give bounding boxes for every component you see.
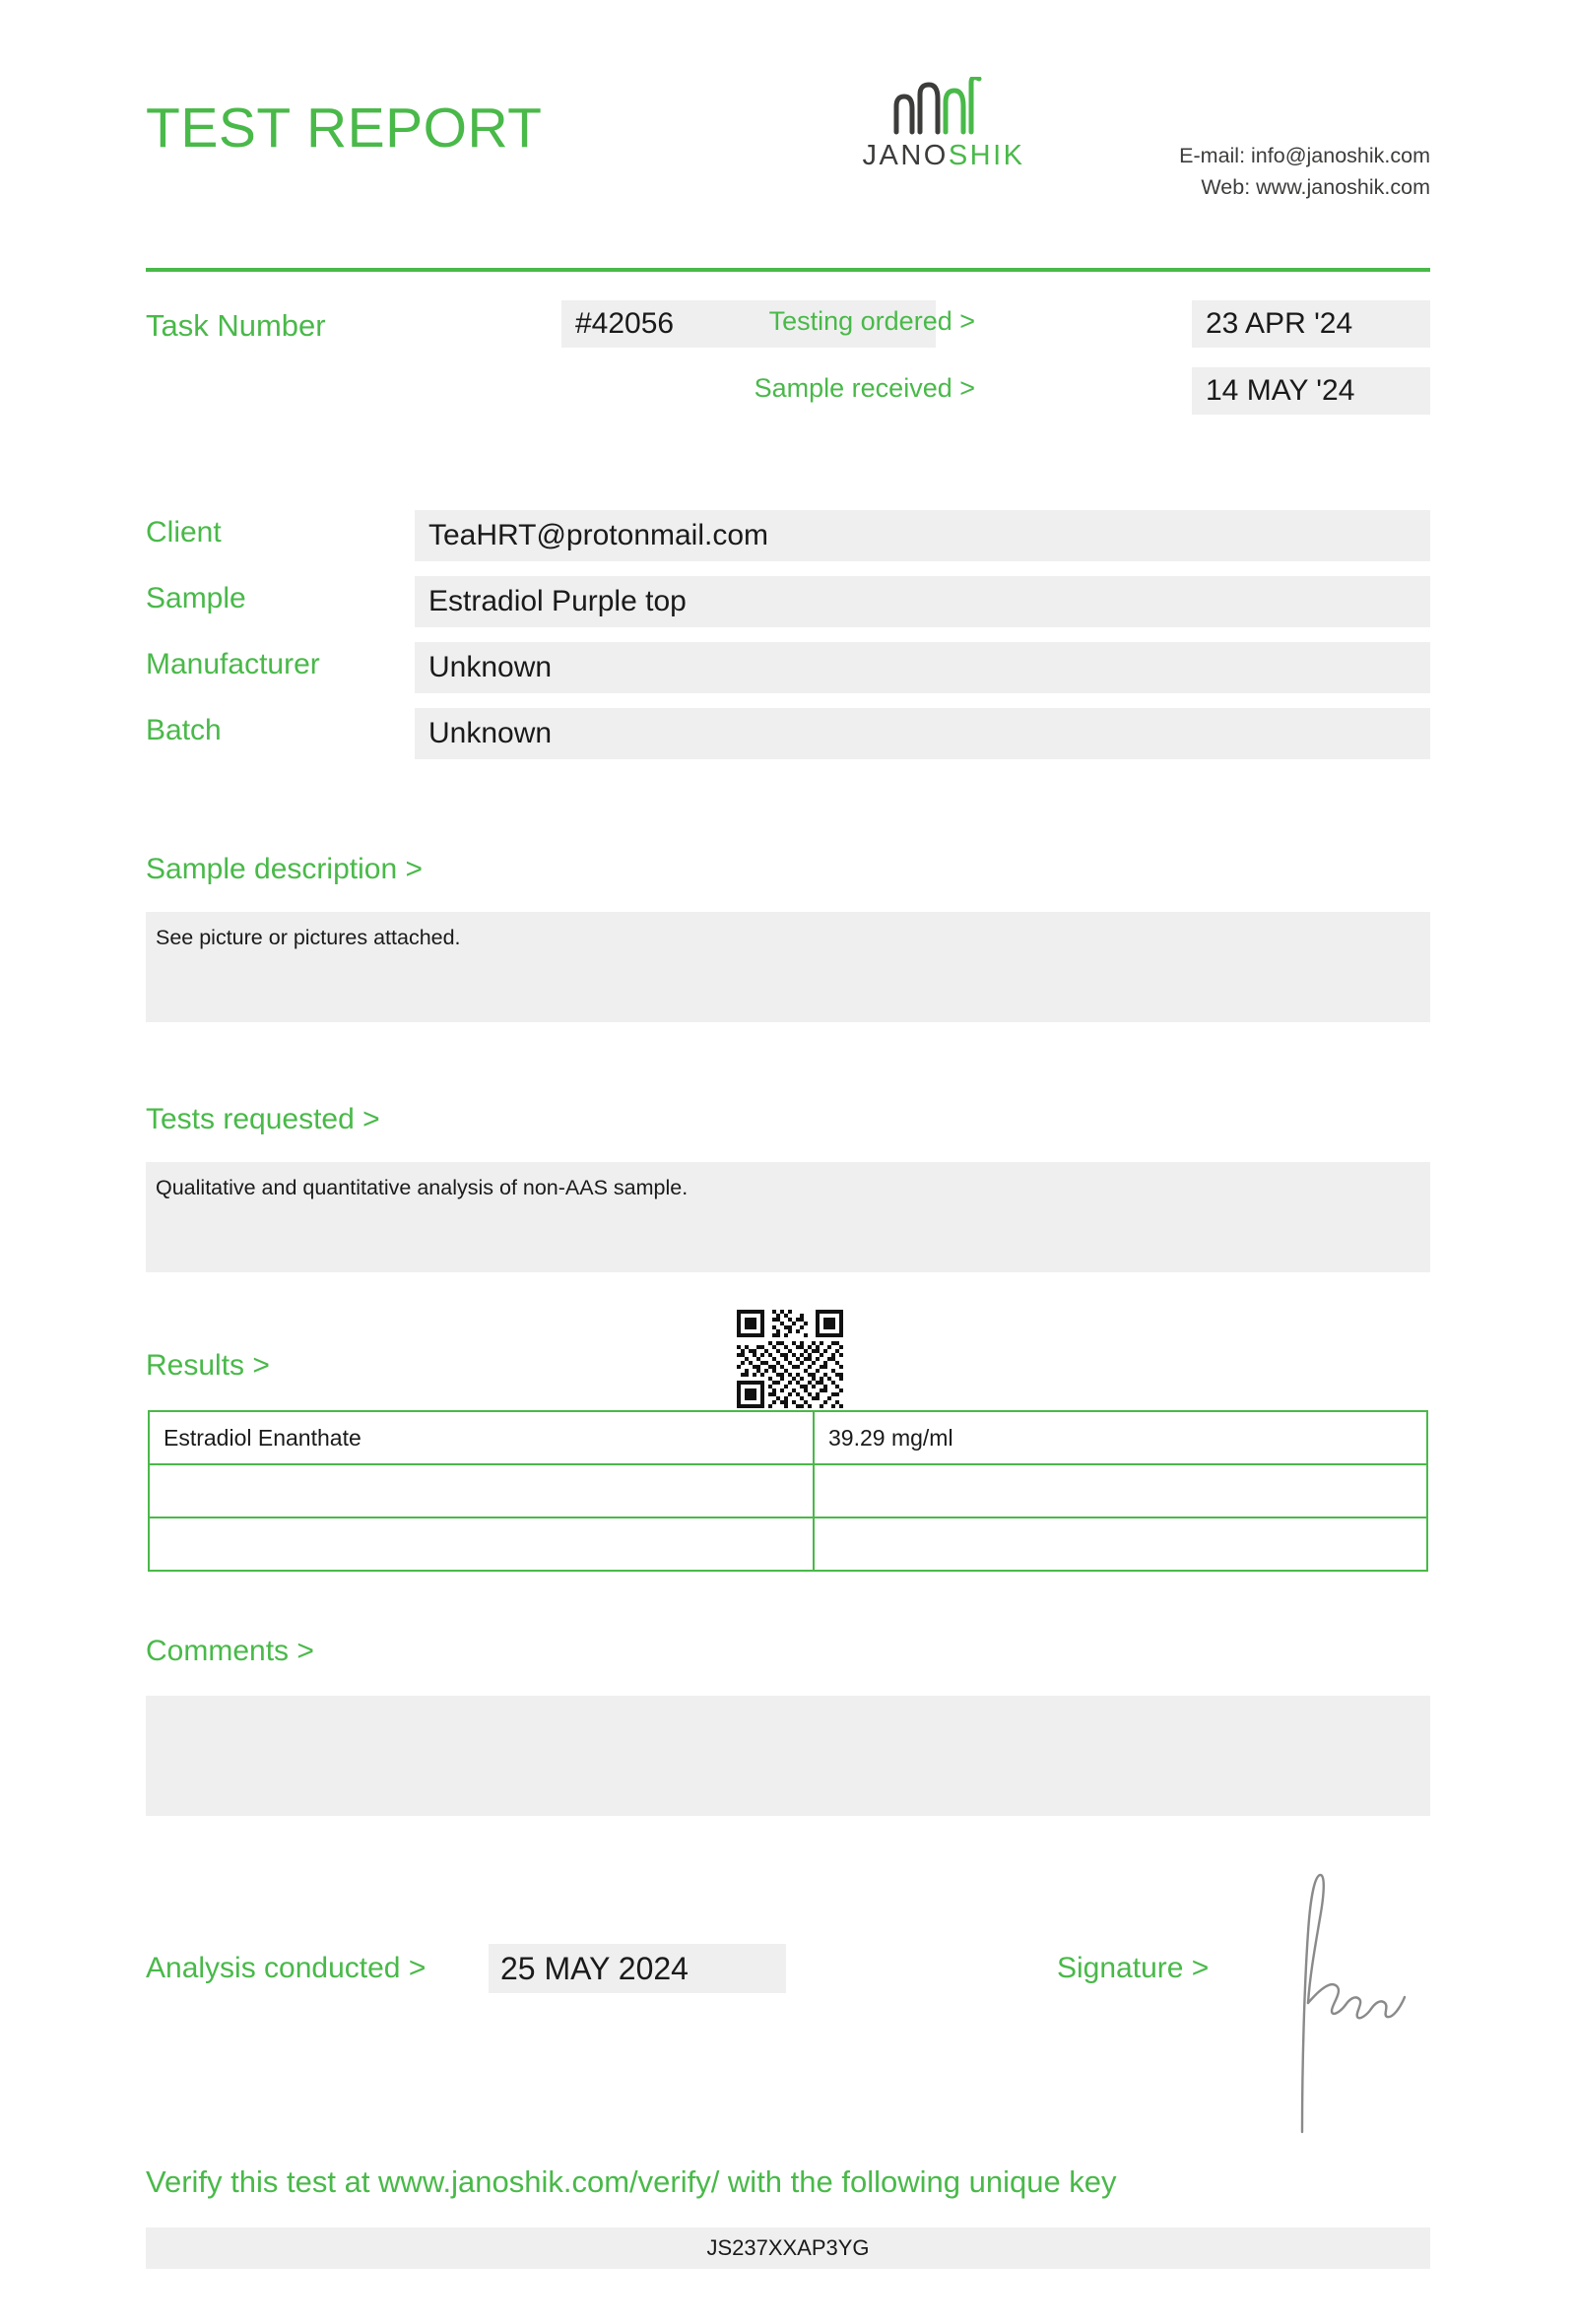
client-label: Client — [146, 516, 222, 549]
info-fields — [146, 510, 1430, 774]
batch-value: Unknown — [415, 708, 1430, 759]
info-row-batch — [146, 708, 1430, 774]
results-table — [148, 1410, 1428, 1572]
table-row — [149, 1411, 1427, 1464]
logo-mark-icon — [835, 77, 1052, 138]
contact-block — [1179, 140, 1430, 203]
logo-text-dark: JANO — [862, 140, 949, 171]
page-title: TEST REPORT — [146, 97, 543, 160]
task-number-label: Task Number — [146, 308, 326, 343]
results-heading: Results > — [146, 1349, 270, 1382]
qr-code-icon — [737, 1310, 843, 1408]
info-row-client — [146, 510, 1430, 576]
result-substance — [149, 1464, 814, 1517]
result-substance — [149, 1517, 814, 1571]
task-number-value: #42056 — [561, 300, 936, 348]
analysis-conducted-date: 25 MAY 2024 — [489, 1944, 786, 1993]
analysis-conducted-label: Analysis conducted > — [146, 1952, 427, 1984]
logo-wordmark — [835, 140, 1052, 172]
contact-web: Web: www.janoshik.com — [1201, 175, 1430, 199]
client-value: TeaHRT@protonmail.com — [415, 510, 1430, 561]
report-header — [146, 0, 1430, 207]
info-row-manufacturer — [146, 642, 1430, 708]
manufacturer-value: Unknown — [415, 642, 1430, 693]
sample-value: Estradiol Purple top — [415, 576, 1430, 627]
info-row-sample — [146, 576, 1430, 642]
signature-label: Signature > — [1057, 1952, 1210, 1984]
signature-image — [1280, 1871, 1418, 2137]
tests-requested-heading: Tests requested > — [146, 1103, 380, 1135]
comments-text — [146, 1696, 1430, 1816]
comments-heading: Comments > — [146, 1635, 314, 1667]
result-amount — [814, 1464, 1427, 1517]
janoshik-logo — [835, 77, 1052, 172]
manufacturer-label: Manufacturer — [146, 648, 320, 680]
table-row — [149, 1517, 1427, 1571]
tests-requested-text: Qualitative and quantitative analysis of non-AAS sample. — [146, 1162, 1430, 1272]
sample-description-heading: Sample description > — [146, 853, 423, 885]
result-substance: Estradiol Enanthate — [149, 1411, 814, 1464]
batch-label: Batch — [146, 714, 222, 746]
header-divider — [146, 268, 1430, 272]
logo-text-green: SHIK — [948, 140, 1025, 171]
contact-email: E-mail: info@janoshik.com — [1179, 144, 1430, 167]
task-row — [146, 300, 1430, 409]
sample-received-value: 14 MAY '24 — [1192, 367, 1430, 415]
sample-received-label: Sample received > — [754, 373, 975, 403]
sample-label: Sample — [146, 582, 246, 614]
sample-description-text: See picture or pictures attached. — [146, 912, 1430, 1022]
result-amount — [814, 1517, 1427, 1571]
testing-ordered-value: 23 APR '24 — [1192, 300, 1430, 348]
table-row — [149, 1464, 1427, 1517]
testing-ordered-label: Testing ordered > — [768, 306, 975, 336]
verify-text: Verify this test at www.janoshik.com/verify/ with the following unique key — [146, 2164, 1117, 2199]
result-amount: 39.29 mg/ml — [814, 1411, 1427, 1464]
verify-key: JS237XXAP3YG — [146, 2227, 1430, 2269]
